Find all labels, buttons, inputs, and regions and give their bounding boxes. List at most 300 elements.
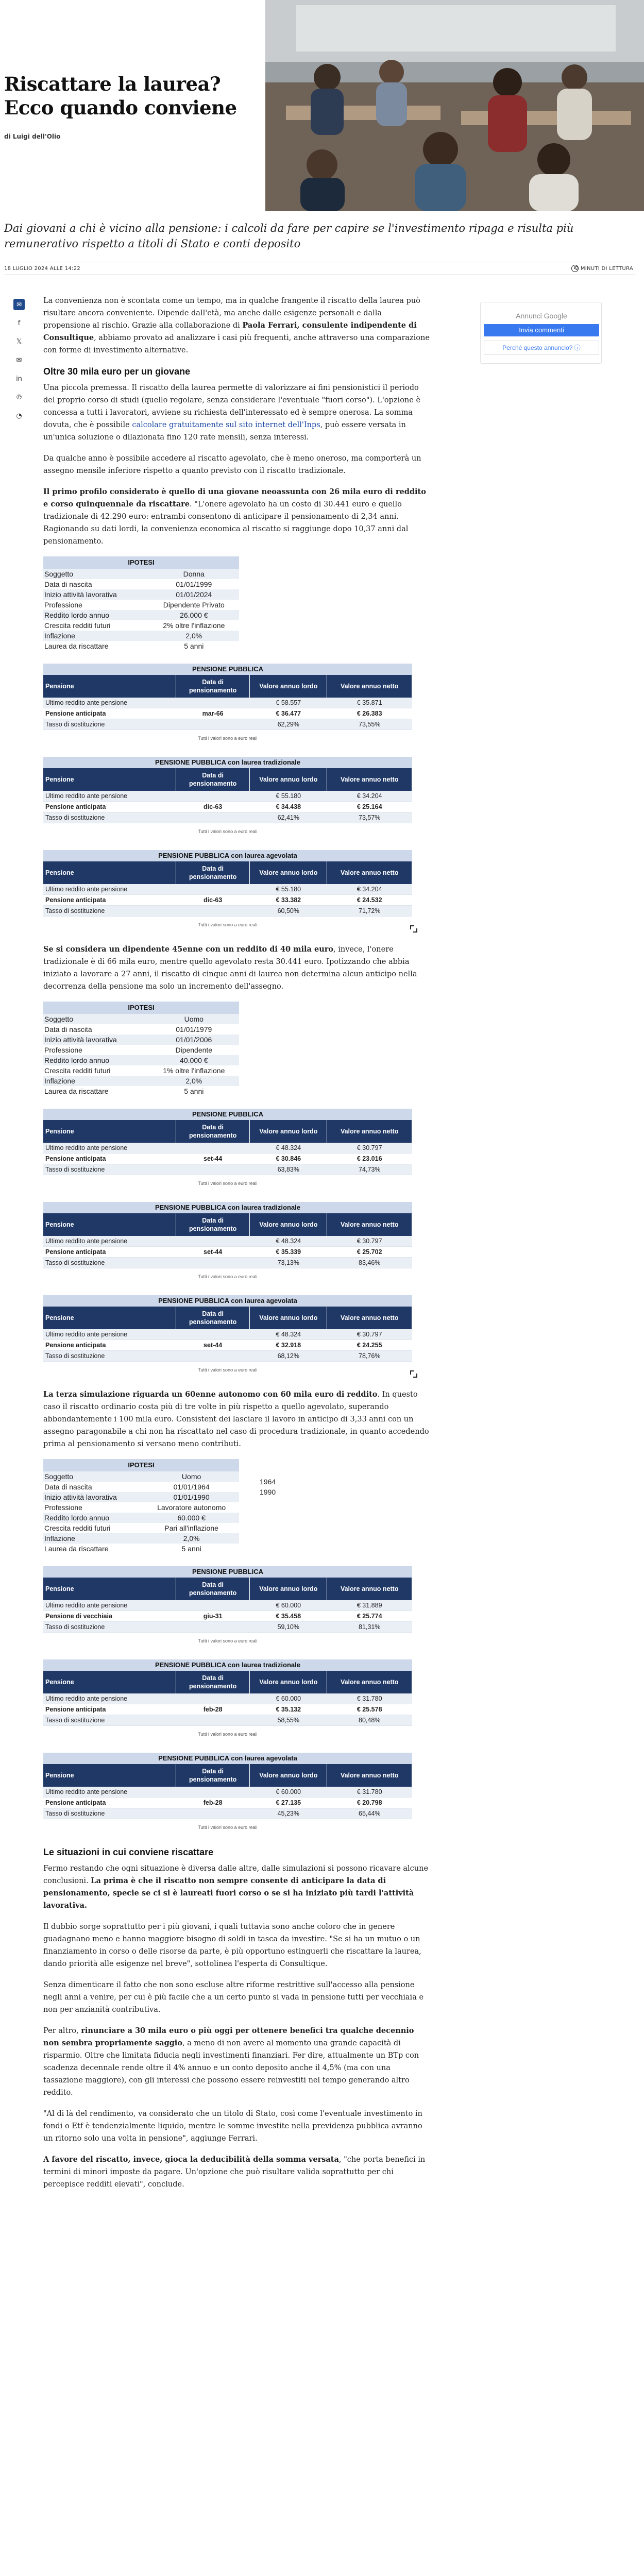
table-row [43,812,412,823]
assumption-value: Uomo [144,1471,239,1482]
assumption-label: Inizio attività lavorativa [43,589,149,600]
assumption-label: Reddito lordo annuo [43,610,149,620]
table-row [43,1164,412,1175]
pension-table [43,664,431,744]
assumption-label: Crescita redditi futuri [44,1066,111,1075]
assumption-label: Professione [44,601,82,609]
table-caption: PENSIONE PUBBLICA con laurea tradizionale [43,757,412,768]
pension-data-table [43,1202,412,1268]
table-cell: Pensione anticipata [43,708,176,719]
assumption-value: 40.000 € [149,1055,239,1065]
table-cell: dic-63 [176,895,250,906]
assumption-value: 01/01/1964 [173,1483,210,1491]
assumption-value: Dipendente Privato [163,601,225,609]
comment-icon[interactable]: ✉ [13,299,25,310]
inps-calculator-link[interactable]: calcolare gratuitamente sul sito internet dell'Inps [132,421,320,429]
table-row [43,1704,412,1715]
assumptions-row [43,1045,239,1055]
assumptions-row [43,1533,239,1544]
column-header: Pensione [43,1307,176,1329]
whatsapp-icon[interactable]: ◔ [16,412,22,420]
assumption-label: Reddito lordo annuo [43,1055,149,1065]
column-header: Pensione [43,675,176,698]
ipotesi-table-1 [43,556,431,651]
table-cell [176,1715,250,1726]
assumption-value: Donna [149,569,239,579]
assumptions-row [43,1482,239,1492]
assumption-label: Soggetto [43,1471,144,1482]
table-row [43,708,412,719]
table-cell [176,1143,250,1154]
assumption-label: Data di nascita [44,1025,92,1033]
assumptions-row [43,569,239,579]
table-source-note: Tutti i valori sono a euro reali [198,1638,258,1643]
table-cell: 68,12% [250,1351,327,1362]
section-heading: Oltre 30 mila euro per un giovane [43,366,191,377]
table-cell: € 60.000 [250,1693,327,1704]
table-cell: set-44 [176,1154,250,1164]
table-cell: 73,57% [327,812,412,823]
column-header: Data di pensionamento [176,675,250,698]
table-cell [176,1622,250,1633]
column-header: Data di pensionamento [176,1213,250,1236]
table-row [43,1340,412,1351]
pension-data-table [43,1753,412,1819]
table-cell: € 20.798 [327,1798,412,1808]
column-header: Valore annuo netto [327,1307,412,1329]
table-cell [176,1258,250,1268]
assumptions-row [43,620,239,631]
table-cell: € 25.164 [327,802,412,812]
table-cell: 65,44% [327,1808,412,1819]
paragraph: Il primo profilo considerato è quello di una giovane neoassunta con 26 mila euro di reddito e corso quinquennale da riscattare. "L'onere agevolato ha un costo di 30.441 euro e quello tradizionale di 42.290 euro: entrambi consentono di anticipare il pensionamento di 2,34 anni. Ragionando su dati lordi, la convenienza economica al riscatto si raggiunge dopo 10,37 anni dal pensionamento. [43,487,426,546]
assumptions-row [43,1544,239,1554]
pension-table [43,1753,431,1834]
pension-data-table [43,664,412,730]
table-caption: PENSIONE PUBBLICA con laurea tradizionale [43,1659,412,1671]
assumption-label: Laurea da riscattare [44,1545,109,1553]
headline-block [4,72,257,140]
table-cell: € 33.382 [250,895,327,906]
table-source-note: Tutti i valori sono a euro reali [198,1732,258,1737]
table-cell: Ultimo reddito ante pensione [43,1143,176,1154]
article-title: Riscattare la laurea? Ecco quando conviene [4,73,237,119]
assumptions-row [43,631,239,641]
paragraph: "Al di là del rendimento, va considerato che un titolo di Stato, così come l'eventuale investimento in fondi o Etf è tendenzialmente liquido, mentre le somme investite nella previdenza pubblica avranno un ritorno solo una volta in pensione", aggiunge Ferrari. [43,2110,422,2143]
linkedin-icon[interactable]: in [16,375,22,383]
assumptions-row [43,1035,239,1045]
assumption-label: Inflazione [43,1076,149,1086]
column-header: Data di pensionamento [176,861,250,884]
table-source-note: Tutti i valori sono a euro reali [198,736,258,741]
table-row [43,1715,412,1726]
assumption-value: 01/01/1979 [176,1025,212,1033]
table-cell: 60,50% [250,906,327,917]
assumptions-table [43,556,239,651]
table-cell: € 31.780 [327,1787,412,1798]
assumptions-row [43,641,239,651]
table-cell: Tasso di sostituzione [43,906,176,917]
table-cell: dic-63 [176,802,250,812]
table-cell: feb-28 [176,1704,250,1715]
assumption-label: Laurea da riscattare [44,642,109,650]
assumption-value: 1% oltre l'inflazione [163,1066,225,1075]
table-row [43,1798,412,1808]
table-cell: Tasso di sostituzione [43,1164,176,1175]
assumptions-title: IPOTESI [43,1459,239,1471]
table-caption: PENSIONE PUBBLICA con laurea tradizionale [43,1202,412,1213]
column-header: Valore annuo netto [327,1213,412,1236]
column-header: Valore annuo lordo [250,1671,327,1693]
assumption-value: 2,0% [149,1076,239,1086]
table-row [43,1247,412,1258]
table-cell: 58,55% [250,1715,327,1726]
table-row [43,698,412,708]
assumptions-row [43,610,239,620]
paragraph: La convenienza non è scontata come un tempo, ma in qualche frangente il riscatto della laurea può risultare ancora conveniente. Dipende dall'età, ma anche dalle esigenze personali e dalla propensione al rischio. Grazie alla collaborazione di Paola Ferrari, consulente indipendente di Consultique, abbiamo provato ad analizzare i casi più frequenti, anche attraverso una comparazione con forme di investimento alternative. [43,297,430,354]
table-cell: € 36.477 [250,708,327,719]
table-row [43,1236,412,1247]
table-cell: Ultimo reddito ante pensione [43,1693,176,1704]
assumption-label: Inizio attività lavorativa [43,1035,149,1045]
table-row [43,1143,412,1154]
assumption-label: Inflazione [43,631,149,641]
table-caption: PENSIONE PUBBLICA [43,664,412,675]
table-cell: Ultimo reddito ante pensione [43,1236,176,1247]
table-row [43,802,412,812]
table-cell: € 60.000 [250,1600,327,1611]
column-header: Valore annuo lordo [250,675,327,698]
table-cell: Pensione anticipata [43,895,176,906]
pension-table [43,1659,431,1740]
table-cell [176,1808,250,1819]
table-cell: € 25.774 [327,1611,412,1622]
ad-title: Annunci Google [516,312,567,320]
table-cell: € 26.383 [327,708,412,719]
assumptions-title: IPOTESI [43,1002,239,1014]
column-header: Pensione [43,1671,176,1693]
table-cell: € 24.532 [327,895,412,906]
assumptions-row [43,1014,239,1024]
table-cell [176,1329,250,1340]
assumptions-row [43,1076,239,1086]
assumption-value: 5 anni [184,642,204,650]
facebook-icon[interactable]: f [18,319,21,327]
assumption-value: 2,0% [149,631,239,641]
table-cell: Tasso di sostituzione [43,1622,176,1633]
assumptions-row [43,589,239,600]
assumption-label: Laurea da riscattare [44,1087,109,1095]
table-cell: mar-66 [176,708,250,719]
assumptions-table [43,1002,239,1096]
table-cell: Pensione anticipata [43,1798,176,1808]
column-header: Valore annuo netto [327,1764,412,1787]
table-cell [176,884,250,895]
table-cell: 78,76% [327,1351,412,1362]
table-cell: Pensione anticipata [43,1247,176,1258]
table-cell: € 23.016 [327,1154,412,1164]
assumptions-row [43,1513,239,1523]
table-cell: € 31.889 [327,1600,412,1611]
table-cell: Ultimo reddito ante pensione [43,698,176,708]
table-cell: € 34.438 [250,802,327,812]
table-row [43,1258,412,1268]
table-cell: Ultimo reddito ante pensione [43,884,176,895]
assumption-value: 01/01/2006 [149,1035,239,1045]
table-cell: feb-28 [176,1798,250,1808]
column-header: Valore annuo netto [327,1671,412,1693]
assumption-label: Professione [44,1046,82,1054]
table-cell: € 34.204 [327,791,412,802]
assumption-extra-year: 1990 [260,1488,276,1496]
google-ad-box [480,302,602,364]
table-row [43,1808,412,1819]
table-cell: Tasso di sostituzione [43,1351,176,1362]
paragraph: Fermo restando che ogni situazione è diversa dalle altre, dalle simulazioni si possono ricavare alcune conclusioni. La prima è che il riscatto non sempre consente di anticipare la data di pensionamento, specie se ci si è laureati fuori corso o se si ha iniziato più tardi l'attività lavorativa. [43,1865,429,1910]
column-header: Valore annuo netto [327,1578,412,1600]
table-cell: € 31.780 [327,1693,412,1704]
assumptions-row [43,600,239,610]
table-cell: € 25.702 [327,1247,412,1258]
table-cell: 59,10% [250,1622,327,1633]
assumption-label: Data di nascita [44,580,92,588]
column-header: Pensione [43,1764,176,1787]
table-row [43,719,412,730]
pension-data-table [43,1109,412,1175]
column-header: Pensione [43,861,176,884]
table-caption: PENSIONE PUBBLICA con laurea agevolata [43,1753,412,1764]
table-cell: 62,29% [250,719,327,730]
table-cell: 80,48% [327,1715,412,1726]
table-cell: Tasso di sostituzione [43,1258,176,1268]
table-cell: € 27.135 [250,1798,327,1808]
assumption-value: 2,0% [144,1533,239,1544]
table-cell: € 48.324 [250,1236,327,1247]
assumption-value: 2% oltre l'inflazione [163,621,225,630]
table-cell: Tasso di sostituzione [43,1808,176,1819]
email-icon[interactable]: ✉ [16,356,22,364]
pension-data-table [43,757,412,823]
article-meta [4,262,635,275]
table-cell: Pensione anticipata [43,1340,176,1351]
table-cell [176,906,250,917]
section-heading: Le situazioni in cui conviene riscattare [43,1847,214,1857]
table-row [43,1600,412,1611]
table-row [43,1329,412,1340]
table-cell [176,1600,250,1611]
assumption-value: 01/01/1990 [144,1492,239,1502]
ad-send-feedback-button[interactable]: Invia commenti [484,324,599,336]
table-cell: € 35.458 [250,1611,327,1622]
assumption-extra-year: 1964 [260,1478,276,1486]
assumption-label: Data di nascita [44,1483,92,1491]
table-cell: € 60.000 [250,1787,327,1798]
table-cell: € 35.339 [250,1247,327,1258]
table-row [43,1787,412,1798]
ipotesi-table-2 [43,1002,431,1096]
assumptions-row [43,579,239,589]
table-cell: Tasso di sostituzione [43,812,176,823]
table-cell [176,1787,250,1798]
publish-date: 18 LUGLIO 2024 ALLE 14:22 [4,266,81,272]
pension-data-table [43,1659,412,1726]
table-cell: 71,72% [327,906,412,917]
table-cell: € 30.797 [327,1236,412,1247]
column-header: Valore annuo lordo [250,768,327,791]
table-cell [176,698,250,708]
column-header: Valore annuo lordo [250,1213,327,1236]
expand-icon[interactable] [410,925,417,933]
table-cell: 81,31% [327,1622,412,1633]
assumption-label: Inizio attività lavorativa [43,1492,144,1502]
ad-why-button[interactable]: Perché questo annuncio? ⓘ [484,341,599,355]
table-row [43,791,412,802]
table-cell [176,1164,250,1175]
column-header: Pensione [43,1578,176,1600]
assumption-label: Professione [44,1503,82,1512]
table-cell: Pensione anticipata [43,1154,176,1164]
table-caption: PENSIONE PUBBLICA con laurea agevolata [43,850,412,861]
assumption-value: 5 anni [181,1545,201,1553]
table-caption: PENSIONE PUBBLICA [43,1566,412,1578]
column-header: Data di pensionamento [176,1671,250,1693]
table-source-note: Tutti i valori sono a euro reali [198,1367,258,1372]
x-icon[interactable]: 𝕏 [16,337,22,346]
column-header: Valore annuo lordo [250,861,327,884]
paragraph: A favore del riscatto, invece, gioca la deducibilità della somma versata, "che porta benefici in termini di minori imposte da pagare. Un'opzione che può risultare valida soprattutto per chi percepisce redditi elevati", conclude. [43,2155,426,2189]
article-header [0,0,644,211]
paragraph: Se si considera un dipendente 45enne con un reddito di 40 mila euro, invece, l'onere tradizionale è di 66 mila euro, mentre quello agevolato resta 30.441 euro. Ipotizzando che abbia iniziato a lavorare a 27 anni, il riscatto di cinque anni di laurea non determina alcun anticipo nella decorrenza della pensione ma solo un incremento dell'assegno. [43,945,417,991]
table-row [43,1693,412,1704]
table-cell: giu-31 [176,1611,250,1622]
assumption-value: 60.000 € [144,1513,239,1523]
table-cell: Pensione anticipata [43,1704,176,1715]
column-header: Valore annuo netto [327,675,412,698]
assumption-value: Dipendente [175,1046,213,1054]
assumptions-row [43,1024,239,1035]
table-cell: 45,23% [250,1808,327,1819]
assumptions-row [43,1523,239,1533]
table-cell: € 25.578 [327,1704,412,1715]
assumption-label: Crescita redditi futuri [44,621,111,630]
article-subtitle: Dai giovani a chi è vicino alla pensione: i calcoli da fare per capire se l'investimento ripaga e risulta più remunerativo rispetto a titoli di Stato e conti deposito [4,222,574,250]
table-cell: € 34.204 [327,884,412,895]
column-header: Data di pensionamento [176,768,250,791]
column-header: Pensione [43,768,176,791]
column-header: Data di pensionamento [176,1578,250,1600]
table-caption: PENSIONE PUBBLICA [43,1109,412,1120]
pension-table [43,1295,431,1376]
table-row [43,884,412,895]
column-header: Valore annuo lordo [250,1120,327,1143]
table-cell: 83,46% [327,1258,412,1268]
table-row [43,1622,412,1633]
assumptions-row [43,1065,239,1076]
pension-data-table [43,1295,412,1362]
table-cell: € 48.324 [250,1329,327,1340]
table-row [43,895,412,906]
table-cell: € 30.797 [327,1143,412,1154]
expand-icon[interactable] [410,1370,417,1378]
table-row [43,1611,412,1622]
paragraph: Una piccola premessa. Il riscatto della laurea permette di valorizzare ai fini pensionistici il periodo del proprio corso di studi (quello regolare, senza considerare l'eventuale "fuori corso"). L'opzione è concessa a tutti i lavoratori, avviene su richiesta dell'interessato ed è sempre onerosa. La somma dovuta, che è possibile calcolare gratuitamente sul sito internet dell'Inps, può essere versata in un'unica soluzione o dilazionata fino 120 rate mensili, senza interessi. [43,384,421,442]
assumption-value: 01/01/2024 [149,589,239,600]
assumptions-row [43,1502,239,1513]
pension-data-table [43,1566,412,1633]
table-cell [176,1351,250,1362]
table-cell: € 35.871 [327,698,412,708]
table-cell: Ultimo reddito ante pensione [43,1787,176,1798]
table-row [43,1154,412,1164]
assumption-value: 5 anni [184,1087,204,1095]
pension-table [43,1109,431,1190]
table-cell: € 58.557 [250,698,327,708]
assumption-value: 26.000 € [149,610,239,620]
table-cell: Pensione anticipata [43,802,176,812]
assumption-label: Soggetto [43,1014,149,1024]
hero-photo [265,0,644,211]
column-header: Data di pensionamento [176,1307,250,1329]
table-cell: € 55.180 [250,884,327,895]
assumptions-row [43,1086,239,1096]
pinterest-icon[interactable]: ℗ [15,393,23,401]
author-byline[interactable]: di Luigi dell'Olio [4,133,61,140]
table-cell: € 32.918 [250,1340,327,1351]
assumption-value: Lavoratore autonomo [157,1503,226,1512]
table-row [43,1351,412,1362]
table-source-note: Tutti i valori sono a euro reali [198,1274,258,1279]
students-photo-illustration [265,0,644,211]
table-cell: 63,83% [250,1164,327,1175]
table-source-note: Tutti i valori sono a euro reali [198,922,258,927]
assumptions-row [43,1055,239,1065]
table-cell: 73,55% [327,719,412,730]
column-header: Pensione [43,1120,176,1143]
pension-table [43,850,431,931]
assumption-value: 01/01/1999 [176,580,212,588]
paragraph: Il dubbio sorge soprattutto per i più giovani, i quali tuttavia sono anche coloro che in genere guadagnano meno e hanno maggiore bisogno di soldi in tasca da investire. "Se si ha un mutuo o un finanziamento in corso o delle risorse da parte, è più opportuno estinguerli che riscattare la laurea, dando priorità alle esigenze nel breve", sottolinea l'esperta di Consultique. [43,1923,421,1968]
table-row [43,906,412,917]
table-caption: PENSIONE PUBBLICA con laurea agevolata [43,1295,412,1307]
assumption-value: Uomo [149,1014,239,1024]
ipotesi-table-3 [43,1459,431,1554]
paragraph: La terza simulazione riguarda un 60enne autonomo con 60 mila euro di reddito. In questo caso il riscatto ordinario costa più di tre volte in più rispetto a quello agevolato, superando abbondantemente i 100 mila euro. Consistent dei lasciare il lavoro in anticipo di 3,33 anni con un assegno paragonabile a chi non ha riscattato nel caso di procedura tradizionale, in quanto accedendo prima al pensionamento si versano meno contributi. [43,1390,429,1448]
assumption-label: Soggetto [43,569,149,579]
column-header: Valore annuo netto [327,768,412,791]
column-header: Data di pensionamento [176,1120,250,1143]
table-cell: € 35.132 [250,1704,327,1715]
read-time: 2 MINUTI DI LETTURA [575,266,633,272]
paragraph: Da qualche anno è possibile accedere al riscatto agevolato, che è meno oneroso, ma comporterà un assegno mensile inferiore rispetto a quanto previsto con il riscatto tradizionale. [43,454,421,475]
assumption-value: Pari all'inflazione [164,1524,218,1532]
share-bar [13,299,25,429]
assumptions-table [43,1459,239,1554]
table-cell: € 30.846 [250,1154,327,1164]
table-cell: € 55.180 [250,791,327,802]
assumption-label: Inflazione [43,1533,144,1544]
assumption-label: Reddito lordo annuo [43,1513,144,1523]
column-header: Valore annuo lordo [250,1578,327,1600]
table-source-note: Tutti i valori sono a euro reali [198,829,258,834]
table-cell [176,1693,250,1704]
column-header: Valore annuo netto [327,1120,412,1143]
column-header: Valore annuo lordo [250,1307,327,1329]
assumptions-row [43,1471,239,1482]
table-cell: € 30.797 [327,1329,412,1340]
table-cell: Tasso di sostituzione [43,1715,176,1726]
table-source-note: Tutti i valori sono a euro reali [198,1825,258,1830]
assumption-label: Crescita redditi futuri [44,1524,111,1532]
